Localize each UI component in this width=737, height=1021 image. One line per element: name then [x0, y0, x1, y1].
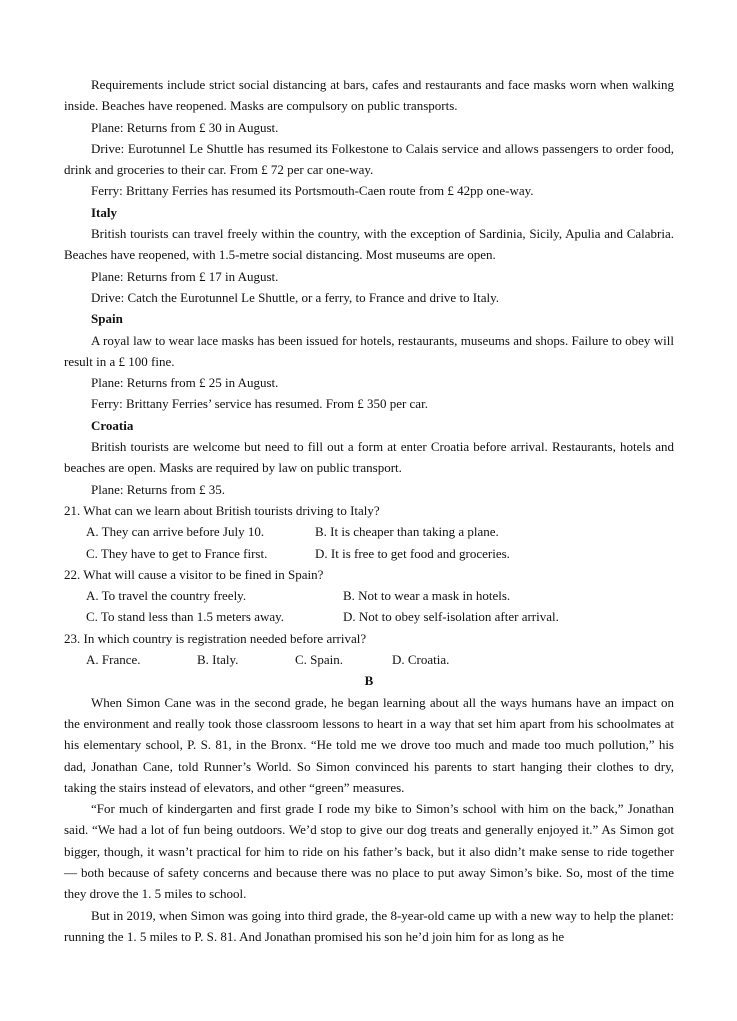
- options-row: [64, 585, 674, 606]
- option-c: C. To stand less than 1.5 meters away.: [86, 609, 285, 625]
- question-23: [64, 628, 674, 671]
- croatia-paragraph: British tourists are welcome but need to fill out a form at enter Croatia before arrival. Restaurants, hotels and beaches are open. Masks are required by law on public transport.: [64, 439, 674, 476]
- italy-plane-line: Plane: Returns from £ 17 in August.: [91, 268, 279, 284]
- spain-paragraph: A royal law to wear lace masks has been issued for hotels, restaurants, museums and shops. Failure to obey will result in a £ 100 fine.: [64, 332, 674, 369]
- option-d: D. Croatia.: [392, 652, 450, 668]
- spain-ferry-line: Ferry: Brittany Ferries’ service has resumed. From £ 350 per car.: [91, 396, 428, 412]
- option-c: C. Spain.: [295, 652, 344, 668]
- option-b: B. Italy.: [197, 652, 239, 668]
- passage-b-paragraph-2: “For much of kindergarten and first grade I rode my bike to Simon’s school with him on the back,” Jonathan said. “We had a lot of fun being outdoors. We’d stop to give our dog treats and generally enjoyed it.” As Simon got bigger, though, it wasn’t practical for him to ride on his father’s back, but it also didn’t make sense to ride together — both because of safety concerns and because there was no place to put away Simon’s bike. So, most of the time they drove the 1. 5 miles to school.: [64, 801, 674, 902]
- croatia-heading: Croatia: [91, 417, 134, 433]
- option-a: A. To travel the country freely.: [86, 588, 247, 604]
- spain-plane-line: Plane: Returns from £ 25 in August.: [91, 375, 279, 391]
- italy-heading: Italy: [91, 204, 117, 220]
- question-text: 21. What can we learn about British tourists driving to Italy?: [64, 502, 380, 518]
- france-drive-paragraph: Drive: Eurotunnel Le Shuttle has resumed its Folkestone to Calais service and allows passengers to order food, drink and groceries to their car. From £ 72 per car one-way.: [64, 140, 674, 178]
- option-d: D. Not to obey self-isolation after arrival.: [343, 609, 559, 625]
- option-c: C. They have to get to France first.: [86, 545, 268, 561]
- question-text: 23. In which country is registration needed before arrival?: [64, 630, 367, 646]
- spain-heading: Spain: [91, 311, 123, 327]
- options-row: [64, 606, 674, 627]
- option-a: A. They can arrive before July 10.: [86, 524, 265, 540]
- option-a: A. France.: [86, 652, 141, 668]
- options-row: [64, 649, 674, 670]
- question-text: 22. What will cause a visitor to be fined in Spain?: [64, 566, 324, 582]
- options-row: [64, 521, 674, 542]
- italy-drive-line: Drive: Catch the Eurotunnel Le Shuttle, or a ferry, to France and drive to Italy.: [91, 289, 500, 305]
- option-d: D. It is free to get food and groceries.: [315, 545, 510, 561]
- passage-b-paragraph-3: But in 2019, when Simon was going into third grade, the 8-year-old came up with a new way to help the planet: running the 1. 5 miles to P. S. 81. And Jonathan promised his son he’d join him for as long as he: [64, 907, 674, 944]
- question-21: [64, 500, 674, 564]
- paragraph-uk-requirements: Requirements include strict social distancing at bars, cafes and restaurants and face masks worn when walking inside. Beaches have reopened. Masks are compulsory on public transports.: [64, 77, 674, 114]
- options-row: [64, 543, 674, 564]
- document-page: [64, 74, 674, 947]
- option-b: B. Not to wear a mask in hotels.: [343, 588, 511, 604]
- croatia-plane-line: Plane: Returns from £ 35.: [91, 481, 225, 497]
- france-ferry-line: Ferry: Brittany Ferries has resumed its Portsmouth-Caen route from £ 42pp one-way.: [91, 183, 534, 199]
- section-b-label: B: [364, 673, 374, 689]
- france-plane-line: Plane: Returns from £ 30 in August.: [91, 119, 279, 135]
- passage-b-paragraph-1: When Simon Cane was in the second grade, he began learning about all the ways humans have an impact on the environment and really took those classroom lessons to heart in a way that set him apart from his schoolmates at his elementary school, P. S. 81, in the Bronx. “He told me we drove too much and made too much pollution,” his dad, Jonathan Cane, told Runner’s World. So Simon convinced his parents to start hanging their clothes to dry, taking the stairs instead of elevators, and other “green” measures.: [64, 694, 674, 795]
- question-22: [64, 564, 674, 628]
- italy-paragraph: British tourists can travel freely within the country, with the exception of Sardinia, Sicily, Apulia and Calabria. Beaches have reopened, with 1.5-metre social distancing. Most museums are open.: [64, 226, 674, 263]
- option-b: B. It is cheaper than taking a plane.: [315, 524, 499, 540]
